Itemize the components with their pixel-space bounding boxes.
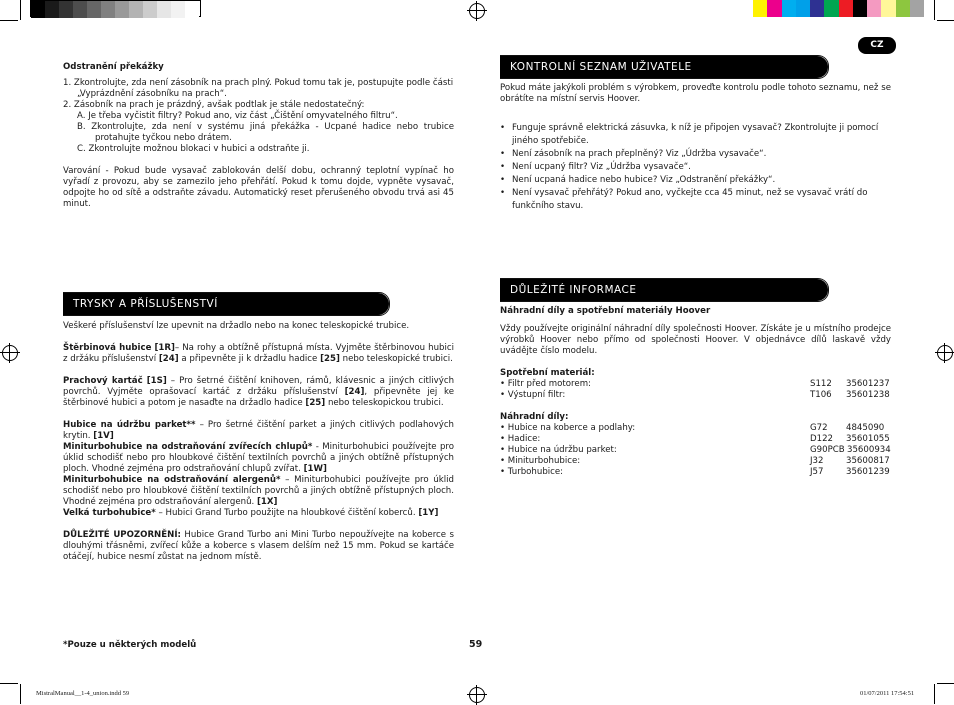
checklist-list [500,122,891,213]
crop-mark [934,684,935,704]
crop-mark [0,20,18,21]
parquet-tool: Hubice na údržbu parket** – Pro šetrné čištění parket a jiných citlivých podlahových krytin. [1V] [63,420,454,441]
slug-date-time: 01/07/2011 17:54:51 [860,690,915,697]
color-swatch [31,1,45,18]
allergy-tool: Miniturbohubice na odstraňování alergenů* – Miniturbohubici používejte pro úklid schodišť nebo pro hloubkové čištění textilních povrchů a jiných obtížně přístupných ploch. Vhodné zejména pro odstraňování alergenů. [1X] [63,475,454,507]
part-number: 35600817 [846,456,890,466]
crevice-tool: Štěrbinová hubice [1R]– Na rohy a obtížně přístupná místa. Vyjměte štěrbinovou hubici z držáku příslušenství [24] a připevněte ji k držadlu hadice [25] nebo teleskopické trubici. [63,343,454,364]
consumables-heading: Spotřební materiál: [500,368,595,378]
part-code: J57 [810,467,824,477]
obstruction-item-b: B. Zkontrolujte, zda není v systému jiná překážka - Ucpané hadice nebo trubice [77,122,454,132]
obstruction-item-1b: „Vyprázdnění zásobníku na prach“. [77,89,227,99]
part-number: 35601239 [846,467,890,477]
part-code: D122 [810,434,834,444]
info-band-label: DŮLEŽITÉ INFORMACE [510,284,637,296]
color-swatch [59,1,73,18]
table-row [500,390,891,401]
obstruction-heading: Odstranění překážky [63,62,164,72]
crop-mark [937,20,954,21]
checklist-intro: Pokud máte jakýkoli problém s výrobkem, proveďte kontrolu podle tohoto seznamu, než se obrátíte na místní servis Hoover. [500,83,891,104]
tools-intro: Veškeré příslušenství lze upevnit na držadlo nebo na konec teleskopické trubice. [63,321,410,331]
part-name: • Turbohubice: [500,467,564,477]
table-row [500,467,891,478]
part-number: 35600934 [847,445,891,455]
registration-mark-right [937,345,953,361]
registration-mark-bottom [469,687,485,703]
registration-mark-left [2,345,18,361]
color-swatch [87,1,101,18]
big-turbo-tool: Velká turbohubice* – Hubici Grand Turbo použijte na hloubkové čištění koberců. [1Y] [63,508,439,518]
part-code: S112 [810,379,832,389]
spare-parts-heading: Náhradní díly a spotřební materiály Hoover [500,306,711,316]
color-swatch [839,0,853,17]
part-code: G72 [810,423,828,433]
obstruction-item-a: A. Je třeba vyčistit filtry? Pokud ano, viz část „Čištění omyvatelného filtru“. [77,111,398,121]
table-row [500,445,891,456]
color-swatch [796,0,810,17]
part-name: • Miniturbohubice: [500,456,581,466]
part-name: • Filtr před motorem: [500,379,591,389]
color-swatch [910,0,924,17]
color-swatch [896,0,910,17]
color-swatch [115,1,129,18]
crop-mark [0,683,18,684]
color-swatch [143,1,157,18]
crop-mark [20,684,21,704]
grayscale-color-bar [30,0,201,17]
tools-section-band [63,292,390,316]
table-row [500,379,891,390]
list-item: • Není vysavač přehřátý? Pokud ano, vyčkejte cca 45 minut, než se vysavač vrátí do funkčního stavu. [500,187,891,213]
part-number: 4845090 [846,423,885,433]
part-name: • Hubice na koberce a podlahy: [500,423,636,433]
color-swatch [129,1,143,18]
dusting-brush: Prachový kartáč [1S] – Pro šetrné čištění knihoven, rámů, klávesnic a jiných citlivých povrchů. Vyjměte oprašovací kartáč z držáku příslušenství [24], připevněte jej ke štěrbinové hubici a potom je nasaďte na držadlo hadice [25] nebo teleskopickou trubici. [63,376,455,408]
checklist-section-band [500,55,829,79]
part-number: 35601238 [846,390,890,400]
crop-mark [20,0,21,20]
info-section [500,306,891,478]
table-row [500,423,891,434]
process-color-bar [753,0,924,17]
crop-mark [937,683,954,684]
obstruction-warning: Varování - Pokud bude vysavač zablokován delší dobu, ochranný teplotní vypínač ho vyřadí z provozu, aby se zamezilo jeho přehřátí. Pokud k tomu dojde, vypněte vysavač, odpojte ho od sítě a odstraňte závadu. Automatický reset přerušeného obvodu trvá asi 45 minut. [63,166,454,209]
pet-hair-tool: Miniturbohubice na odstraňování zvířecích chlupů* - Miniturbohubici používejte pro úklid schodišť nebo pro hloubkové čištění textilních povrchů a jiných obtížně přístupných ploch. Vhodné zejména pro odstraňování chlupů zvířat. [1W] [63,442,455,474]
part-code: T106 [810,390,832,400]
important-note: DŮLEŽITÉ UPOZORNĚNÍ: Hubice Grand Turbo ani Mini Turbo nepoužívejte na koberce s dlouhými třásněmi, zvířecí kůže a koberce s vlasem delším než 15 mm. Pokud se kartáče otáčejí, hubice nesmí zůstat na jednom místě. [63,530,454,562]
obstruction-section [63,62,454,210]
color-swatch [810,0,824,17]
list-item: • Není ucpaná hadice nebo hubice? Viz „Odstranění překážky“. [500,174,891,187]
spare-parts-intro: Vždy používejte originální náhradní díly společnosti Hoover. Získáte je u místního prodejce výrobků Hoover nebo přímo od společnosti Hoover. V objednávce dílů laskavě vždy uvádějte číslo modelu. [500,324,891,356]
part-name: • Hadice: [500,434,541,444]
color-swatch [171,1,185,18]
list-item: • Není ucpaný filtr? Viz „Údržba vysavače“. [500,161,891,174]
registration-mark-top [469,3,485,19]
spares-heading: Náhradní díly: [500,412,569,422]
list-item: • Není zásobník na prach přeplněný? Viz „Údržba vysavače“. [500,148,891,161]
tools-section [63,321,454,563]
checklist-band-label: KONTROLNÍ SEZNAM UŽIVATELE [510,61,692,73]
color-swatch [881,0,895,17]
info-section-band [500,278,829,302]
footnote: *Pouze u některých modelů [63,640,197,650]
tools-band-label: TRYSKY A PŘÍSLUŠENSTVÍ [73,298,218,310]
page-number: 59 [469,639,483,650]
color-swatch [824,0,838,17]
color-swatch [782,0,796,17]
color-swatch [73,1,87,18]
part-number: 35601237 [846,379,890,389]
table-row [500,456,891,467]
color-swatch [101,1,115,18]
checklist-section [500,83,891,213]
obstruction-item-2: 2. Zásobník na prach je prázdný, avšak podtlak je stále nedostatečný: [63,100,365,110]
color-swatch [157,1,171,18]
color-swatch [867,0,881,17]
obstruction-item-b-cont: protahujte tyčkou nebo drátem. [95,133,232,143]
obstruction-item-1: 1. Zkontrolujte, zda není zásobník na prach plný. Pokud tomu tak je, postupujte podle části [63,78,454,88]
color-swatch [853,0,867,17]
part-code: G90PCB [810,445,845,455]
part-code: J32 [810,456,824,466]
part-name: • Hubice na údržbu parket: [500,445,617,455]
obstruction-item-c: C. Zkontrolujte možnou blokaci v hubici a odstraňte ji. [77,144,310,154]
consumables-list [500,379,891,401]
part-name: • Výstupní filtr: [500,390,566,400]
language-badge: CZ [858,37,896,54]
list-item: • Funguje správně elektrická zásuvka, k níž je připojen vysavač? Zkontrolujte ji pomocí jiného spotřebiče. [500,122,891,148]
color-swatch [753,0,767,17]
crop-mark [934,0,935,20]
color-swatch [767,0,781,17]
color-swatch [45,1,59,18]
spares-list [500,423,891,478]
part-number: 35601055 [846,434,890,444]
table-row [500,434,891,445]
slug-file-info: MistralManual__1-4_union.indd 59 [36,690,130,697]
color-swatch [185,1,199,18]
